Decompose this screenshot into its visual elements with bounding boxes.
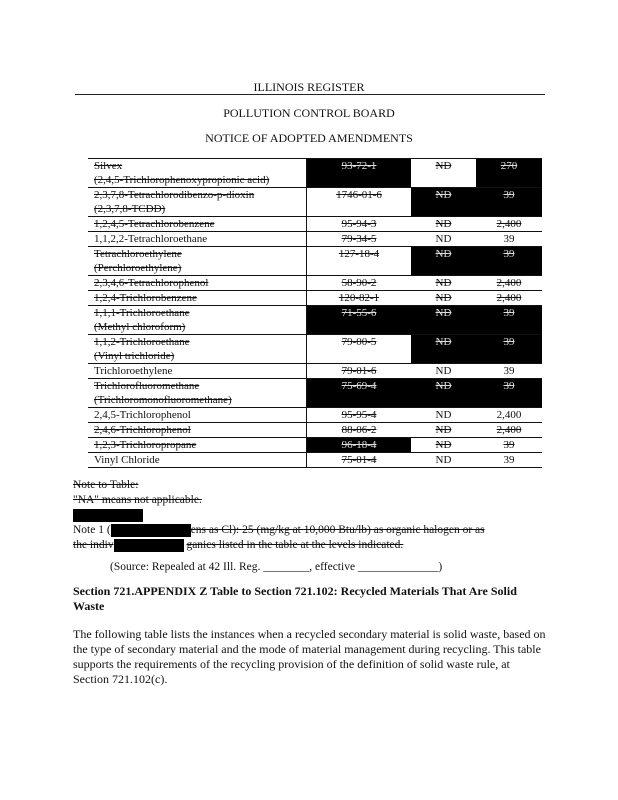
cas-number: 96-18-4: [307, 438, 412, 453]
limit-value: 2,400: [476, 217, 542, 232]
constituent-name: [88, 408, 307, 423]
cas-number: 71-55-6: [307, 306, 412, 335]
constituent-name: [88, 232, 307, 247]
limit-value: 2,400: [476, 423, 542, 438]
table-row: [88, 335, 542, 364]
limit-value: 39: [476, 247, 542, 276]
cas-number: 127-18-4: [307, 247, 412, 276]
name-line: (2,4,5-Trichlorophenoxypropionic acid): [94, 174, 270, 186]
cas-number: 79-01-6: [307, 364, 412, 379]
table-row: [88, 217, 542, 232]
register-title: ILLINOIS REGISTER: [253, 80, 365, 94]
name-line: 1,1,2-Trichloroethane: [94, 336, 190, 348]
nd-value: ND: [411, 438, 476, 453]
header-rule: [75, 94, 545, 95]
note-na: "NA" means not applicable.: [73, 494, 202, 506]
note-1: Note 1 ( ens as Cl): 25 (mg/kg at 10,000 Btu/lb) as organic halogen or as: [73, 524, 485, 536]
nd-value: ND: [411, 247, 476, 276]
cas-number: 1746-01-6: [307, 188, 412, 217]
name-line: (Vinyl trichloride): [94, 350, 175, 362]
constituent-name: [88, 247, 307, 276]
limit-value: 39: [476, 232, 542, 247]
name-line: 1,2,4-Trichlorobenzene: [94, 292, 197, 304]
name-line: 2,3,7,8-Tetrachlorodibenzo-p-dioxin: [94, 189, 255, 201]
cas-number: 95-95-4: [307, 408, 412, 423]
notice-title: NOTICE OF ADOPTED AMENDMENTS: [205, 131, 413, 145]
nd-value: ND: [411, 423, 476, 438]
limit-value: 39: [476, 379, 542, 408]
limit-value: 39: [476, 438, 542, 453]
limit-value: 2,400: [476, 408, 542, 423]
name-line: (Methyl chloroform): [94, 321, 186, 333]
name-line: Silvex: [94, 160, 123, 172]
nd-value: ND: [411, 188, 476, 217]
table-row: [88, 453, 542, 468]
note-redacted: [73, 508, 553, 523]
name-line: (Perchloroethylene): [94, 262, 182, 274]
table-row: [88, 438, 542, 453]
table-row: [88, 247, 542, 276]
cas-number: 75-69-4: [307, 379, 412, 408]
nd-value: ND: [411, 217, 476, 232]
table-notes: [73, 478, 553, 553]
table-row: [88, 276, 542, 291]
cas-number: 79-34-5: [307, 232, 412, 247]
cas-number: 75-01-4: [307, 453, 412, 468]
table-row: [88, 306, 542, 335]
section-heading: Section 721.APPENDIX Z Table to Section 721.102: Recycled Materials That Are Solid Waste: [73, 584, 517, 613]
cas-number: 79-00-5: [307, 335, 412, 364]
constituent-name: [88, 306, 307, 335]
table-row: [88, 232, 542, 247]
constituent-name: [88, 159, 307, 188]
nd-value: ND: [411, 453, 476, 468]
note-heading: Note to Table:: [73, 479, 139, 491]
name-line: Trichloroethylene: [94, 365, 173, 377]
name-line: 1,2,4,5-Tetrachlorobenzene: [94, 218, 215, 230]
table-row: [88, 379, 542, 408]
board-title: POLLUTION CONTROL BOARD: [223, 106, 395, 120]
name-line: 2,4,5-Trichlorophenol: [94, 409, 191, 421]
name-line: (2,3,7,8-TCDD): [94, 203, 166, 215]
table-row: [88, 408, 542, 423]
nd-value: ND: [411, 291, 476, 306]
name-line: 2,4,6-Trichlorophenol: [94, 424, 191, 436]
name-line: 1,1,2,2-Tetrachloroethane: [94, 233, 208, 245]
note-1-cont: the indiv ganics listed in the table at the levels indicated.: [73, 539, 404, 551]
name-line: 1,2,3-Trichloropropane: [94, 439, 197, 451]
table-row: [88, 364, 542, 379]
constituent-name: [88, 335, 307, 364]
constituent-name: [88, 423, 307, 438]
name-line: (Trichloromonofluoromethane): [94, 394, 232, 406]
table-row: [88, 291, 542, 306]
limit-value: 2,400: [476, 276, 542, 291]
name-line: Trichlorofluoromethane: [94, 380, 200, 392]
name-line: 2,3,4,6-Tetrachlorophenol: [94, 277, 209, 289]
table-row: [88, 188, 542, 217]
table-row: [88, 159, 542, 188]
nd-value: ND: [411, 364, 476, 379]
constituent-name: [88, 438, 307, 453]
limit-value: 39: [476, 188, 542, 217]
cas-number: 95-94-3: [307, 217, 412, 232]
cas-number: 93-72-1: [307, 159, 412, 188]
constituent-name: [88, 276, 307, 291]
name-line: Tetrachloroethylene: [94, 248, 182, 260]
constituent-name: [88, 379, 307, 408]
nd-value: ND: [411, 232, 476, 247]
constituent-name: [88, 188, 307, 217]
source-note: (Source: Repealed at 42 Ill. Reg. ________, effective ______________): [110, 561, 443, 573]
limit-value: 39: [476, 306, 542, 335]
cas-number: 120-82-1: [307, 291, 412, 306]
limit-value: 2,400: [476, 291, 542, 306]
nd-value: ND: [411, 306, 476, 335]
cas-number: 58-90-2: [307, 276, 412, 291]
limit-value: 39: [476, 453, 542, 468]
constituent-table: [88, 158, 542, 468]
limit-value: 39: [476, 335, 542, 364]
constituent-name: [88, 291, 307, 306]
limit-value: 270: [476, 159, 542, 188]
limit-value: 39: [476, 364, 542, 379]
nd-value: ND: [411, 379, 476, 408]
table-row: [88, 423, 542, 438]
cas-number: 88-06-2: [307, 423, 412, 438]
constituent-name: [88, 364, 307, 379]
name-line: Vinyl Chloride: [94, 454, 160, 466]
nd-value: ND: [411, 335, 476, 364]
constituent-name: [88, 453, 307, 468]
name-line: 1,1,1-Trichloroethane: [94, 307, 190, 319]
nd-value: ND: [411, 408, 476, 423]
section-paragraph: The following table lists the instances when a recycled secondary material is solid waste, based on the type of secondary material and the mode of material management during recycling. This table supports the requirements of the recycling provision of the definition of solid waste rule, at Section 721.102(c).: [73, 627, 546, 686]
constituent-name: [88, 217, 307, 232]
nd-value: ND: [411, 276, 476, 291]
nd-value: ND: [411, 159, 476, 188]
